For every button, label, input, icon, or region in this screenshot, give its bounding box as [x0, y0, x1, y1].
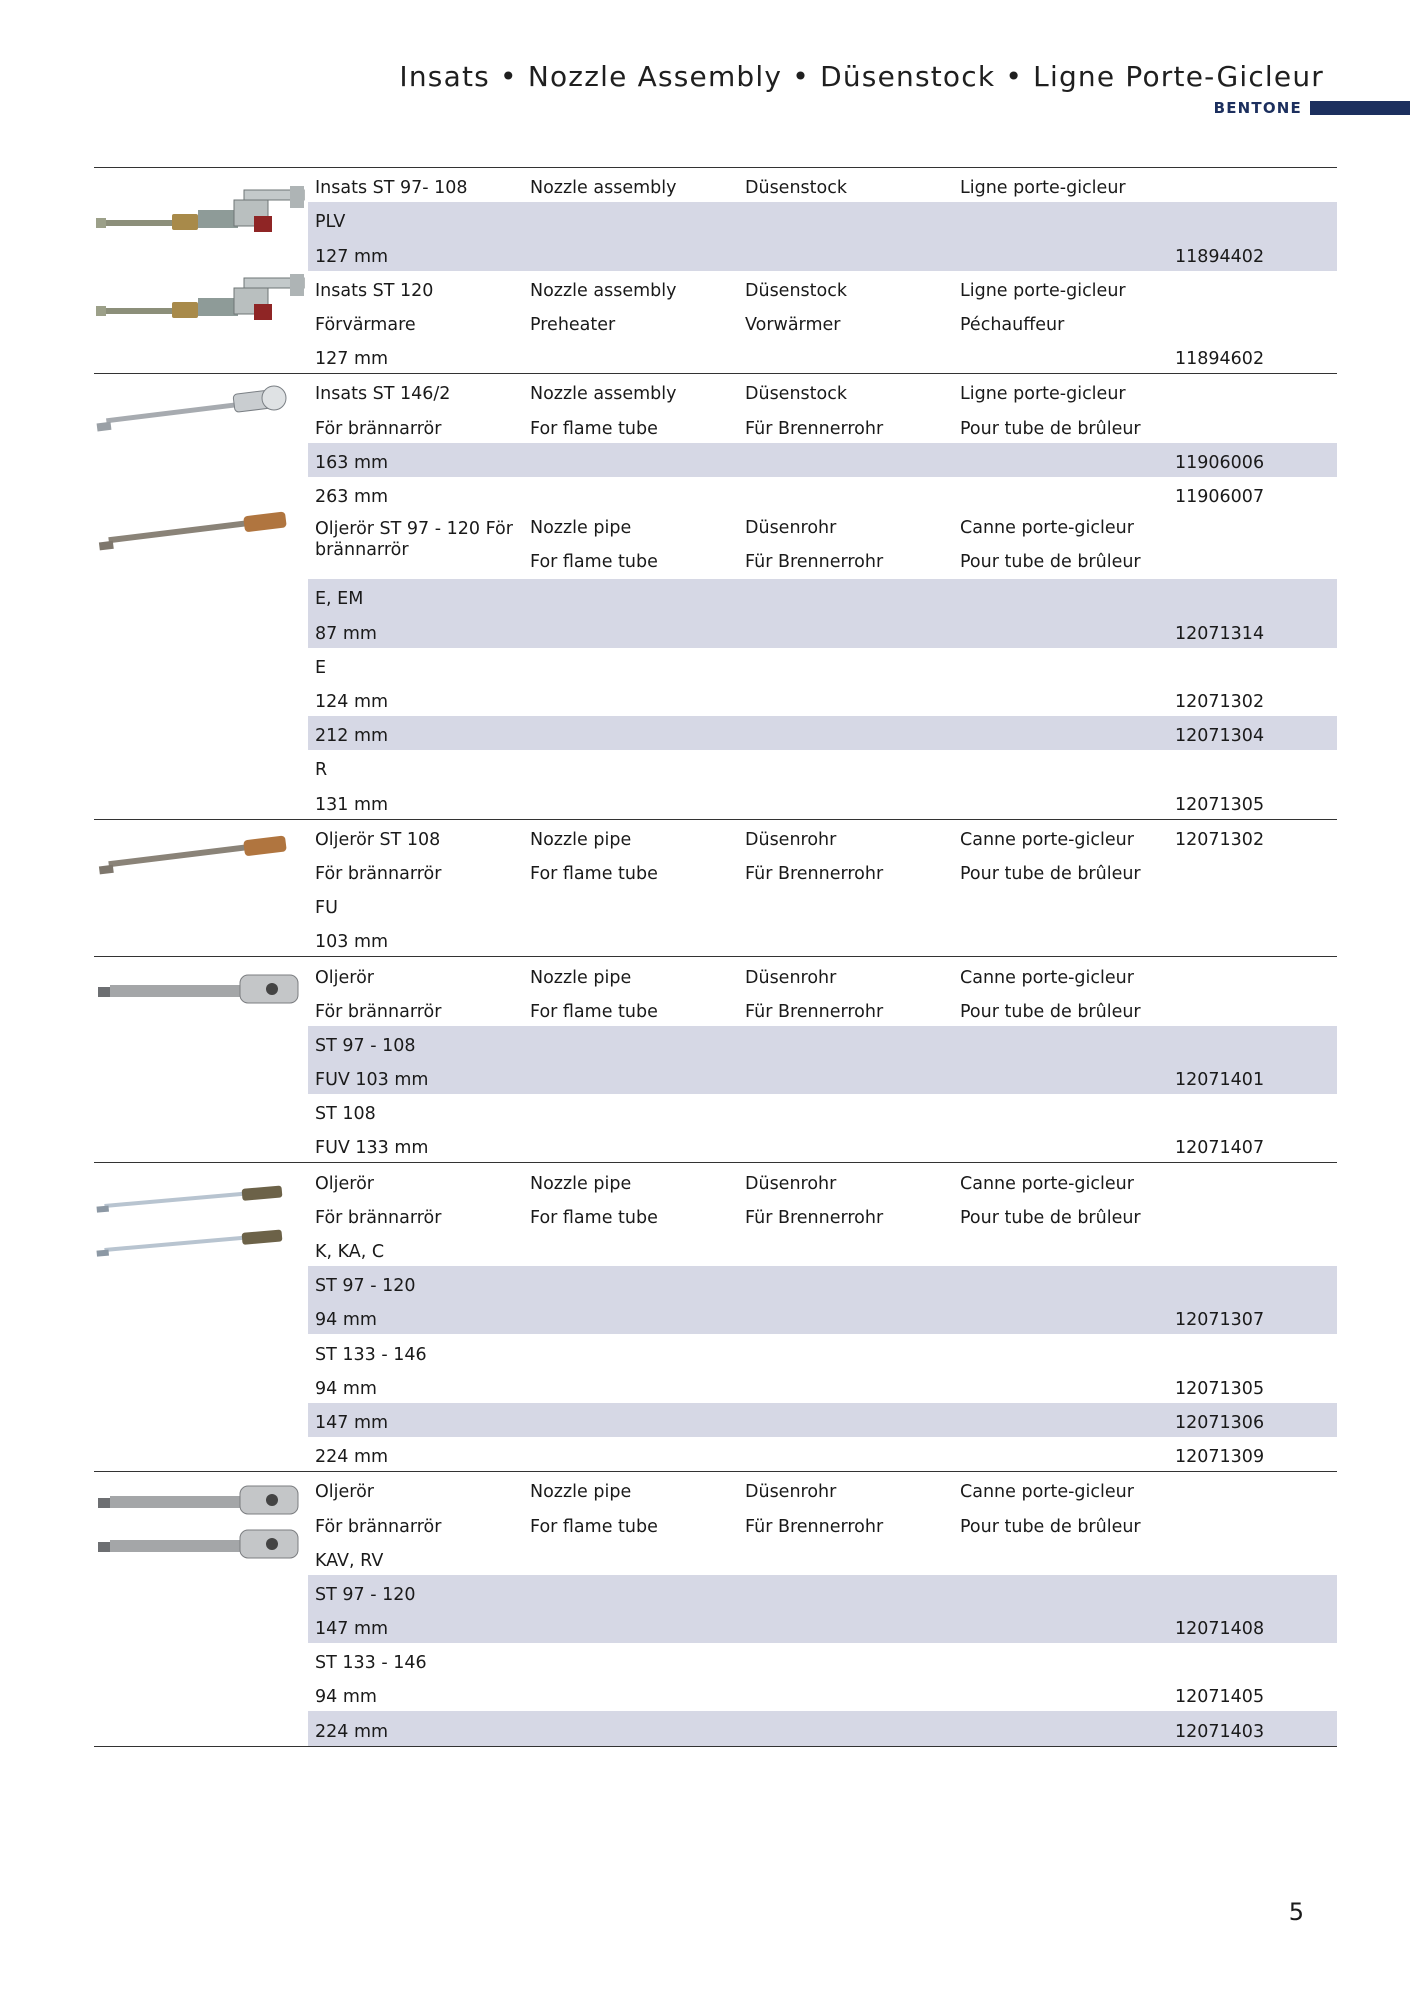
article-number: 11906006 — [1175, 452, 1265, 473]
cell: 224 mm — [315, 1447, 389, 1468]
article-number — [1168, 1537, 1336, 1541]
cell: Ligne porte-gicleur — [960, 384, 1126, 405]
cell — [523, 1433, 738, 1437]
cell — [738, 267, 953, 271]
cell — [738, 1296, 953, 1300]
cell: Preheater — [530, 314, 616, 335]
cell — [953, 780, 1168, 784]
article-number — [1168, 1228, 1336, 1232]
article-number — [1168, 1365, 1336, 1369]
nozzle-assembly-and-pipe-images — [94, 500, 308, 564]
article-number — [1168, 988, 1336, 992]
article-number: 12071408 — [1175, 1619, 1265, 1640]
cell — [953, 918, 1168, 922]
cell: Pour tube de brûleur — [960, 1001, 1141, 1022]
cell: For flame tube — [530, 1207, 658, 1228]
cell — [953, 1330, 1168, 1334]
cell — [523, 746, 738, 750]
part-group — [94, 819, 1337, 957]
cell-line: Nozzle pipe — [530, 517, 632, 538]
article-number — [1168, 1571, 1336, 1575]
cell — [523, 369, 738, 373]
cell: För brännarrör — [315, 1516, 442, 1537]
table-row — [308, 1198, 1337, 1232]
table-row — [308, 784, 1337, 818]
table-row — [308, 820, 1337, 854]
cell: FUV 103 mm — [315, 1070, 429, 1091]
cell: 124 mm — [315, 692, 389, 713]
cell — [953, 1742, 1168, 1746]
part-group — [94, 1471, 1337, 1747]
cell — [738, 369, 953, 373]
table-row — [308, 443, 1337, 477]
article-number — [1168, 884, 1336, 888]
table-row — [308, 1128, 1337, 1162]
cell — [953, 815, 1168, 819]
cell — [738, 1056, 953, 1060]
cell — [523, 473, 738, 477]
article-number — [1168, 198, 1336, 202]
cell — [738, 1399, 953, 1403]
cell — [738, 1467, 953, 1471]
cell: FUV 133 mm — [315, 1138, 429, 1159]
cell: Für Brennerrohr — [745, 418, 884, 439]
parts-table — [94, 167, 1337, 1747]
cell: Oljerör ST 97 - 120 För brännarrör — [315, 518, 513, 560]
article-number: 12071305 — [1175, 794, 1265, 815]
cell — [738, 232, 953, 236]
cell: Oljerör ST 108 — [315, 829, 441, 850]
part-group — [94, 1162, 1337, 1471]
nozzle-assembly-and-pipe-images — [94, 374, 308, 498]
table-row — [308, 613, 1337, 647]
article-number: 12071304 — [1175, 726, 1265, 747]
table-row — [308, 1403, 1337, 1437]
cell: Für Brennerrohr — [745, 863, 884, 884]
article-number: 12071401 — [1175, 1070, 1265, 1091]
article-number — [1168, 1056, 1336, 1060]
cell — [953, 1124, 1168, 1128]
cell — [523, 678, 738, 682]
nozzle-pipe-images — [94, 1167, 308, 1291]
cell: Für Brennerrohr — [745, 1001, 884, 1022]
cell: ST 133 - 146 — [315, 1653, 427, 1674]
cell: Düsenrohr — [745, 967, 837, 988]
table-row — [308, 888, 1337, 922]
table-row — [308, 1711, 1337, 1745]
cell: Ligne porte-gicleur — [960, 280, 1126, 301]
table-row — [308, 1334, 1337, 1368]
cell: Oljerör — [315, 1482, 374, 1503]
cell — [953, 1262, 1168, 1266]
cell: K, KA, C — [315, 1242, 385, 1263]
article-number: 11894602 — [1175, 349, 1265, 370]
table-row — [308, 1437, 1337, 1471]
cell — [523, 952, 738, 956]
article-number: 12071306 — [1175, 1412, 1265, 1433]
table-row — [308, 305, 1337, 339]
cell: Canne porte-gicleur — [960, 967, 1134, 988]
cell: 94 mm — [315, 1378, 377, 1399]
cell — [523, 1673, 738, 1677]
table-row — [308, 648, 1337, 682]
brand-bar — [1214, 100, 1410, 116]
cell — [738, 678, 953, 682]
cell — [523, 267, 738, 271]
article-number: 12071403 — [1175, 1721, 1265, 1742]
cell: För brännarrör — [315, 863, 442, 884]
cell — [738, 918, 953, 922]
table-row — [308, 1677, 1337, 1711]
article-number — [1168, 439, 1336, 443]
table-row — [308, 1060, 1337, 1094]
cell: 147 mm — [315, 1619, 389, 1640]
cell: Oljerör — [315, 1173, 374, 1194]
cell — [738, 1571, 953, 1575]
cell — [953, 473, 1168, 477]
cell — [953, 609, 1168, 613]
part-image — [94, 1163, 308, 1471]
table-row — [308, 682, 1337, 716]
article-number: 12071307 — [1175, 1310, 1265, 1331]
cell: Nozzle assembly — [530, 280, 677, 301]
article-number — [1168, 918, 1336, 922]
cell: Canne porte-gicleur — [960, 1482, 1134, 1503]
cell — [953, 712, 1168, 716]
nozzle-pipe-images — [94, 1472, 308, 1576]
article-number: 12071309 — [1175, 1447, 1265, 1468]
cell — [1168, 511, 1336, 579]
cell — [953, 1571, 1168, 1575]
cell — [953, 1605, 1168, 1609]
cell — [953, 1158, 1168, 1162]
cell: ST 97 - 120 — [315, 1276, 416, 1297]
table-row — [308, 477, 1337, 511]
cell: Für Brennerrohr — [745, 1207, 884, 1228]
part-group — [94, 956, 1337, 1162]
cell: Düsenrohr — [745, 1482, 837, 1503]
cell — [953, 746, 1168, 750]
table-row — [308, 168, 1337, 202]
cell: Insats ST 97- 108 — [315, 178, 468, 199]
cell: ST 108 — [315, 1104, 376, 1125]
cell — [953, 1673, 1168, 1677]
cell: 131 mm — [315, 794, 389, 815]
cell: For flame tube — [530, 1001, 658, 1022]
part-image — [94, 820, 308, 957]
article-number — [1168, 1296, 1336, 1300]
cell — [523, 1707, 738, 1711]
cell: Düsenrohr — [745, 829, 837, 850]
table-row — [308, 202, 1337, 236]
cell — [738, 1158, 953, 1162]
table-row — [308, 1643, 1337, 1677]
article-number — [1168, 1124, 1336, 1128]
cell: 212 mm — [315, 726, 389, 747]
cell — [953, 232, 1168, 236]
cell-line: Für Brennerrohr — [745, 552, 884, 573]
cell: E, EM — [315, 589, 364, 610]
table-row — [308, 750, 1337, 784]
article-number: 12071302 — [1175, 692, 1265, 713]
table-row — [308, 374, 1337, 408]
cell: 127 mm — [315, 349, 389, 370]
cell — [953, 511, 1168, 579]
table-row — [308, 271, 1337, 305]
cell — [523, 1330, 738, 1334]
cell — [953, 678, 1168, 682]
cell: ST 97 - 120 — [315, 1584, 416, 1605]
cell: For flame tube — [530, 418, 658, 439]
cell — [523, 1467, 738, 1471]
article-number — [1168, 1194, 1336, 1198]
cell — [523, 232, 738, 236]
cell — [523, 1571, 738, 1575]
cell — [953, 1090, 1168, 1094]
cell-line: For flame tube — [530, 552, 658, 573]
article-number: 12071407 — [1175, 1138, 1265, 1159]
cell — [738, 780, 953, 784]
article-number — [1168, 1262, 1336, 1266]
article-number — [1168, 1022, 1336, 1026]
cell: Pour tube de brûleur — [960, 863, 1141, 884]
cell — [523, 1605, 738, 1609]
article-number — [1168, 609, 1336, 613]
cell — [738, 1365, 953, 1369]
article-number — [1168, 1673, 1336, 1677]
cell — [953, 1399, 1168, 1403]
cell: För brännarrör — [315, 1001, 442, 1022]
cell: Nozzle pipe — [530, 967, 632, 988]
cell: Düsenstock — [745, 178, 847, 199]
table-row — [308, 922, 1337, 956]
table-row — [308, 716, 1337, 750]
cell: Nozzle pipe — [530, 1173, 632, 1194]
cell — [523, 1365, 738, 1369]
cell — [953, 1639, 1168, 1643]
cell: 103 mm — [315, 932, 389, 953]
article-number — [1168, 678, 1336, 682]
cell — [738, 1673, 953, 1677]
cell: E — [315, 657, 327, 678]
table-row — [308, 339, 1337, 373]
cell — [738, 609, 953, 613]
cell — [953, 1365, 1168, 1369]
cell: For flame tube — [530, 863, 658, 884]
part-group — [94, 373, 1337, 818]
cell — [953, 369, 1168, 373]
cell — [523, 918, 738, 922]
cell — [738, 952, 953, 956]
table-row — [308, 1232, 1337, 1266]
table-row — [308, 1541, 1337, 1575]
cell: Düsenstock — [745, 384, 847, 405]
table-row — [308, 1575, 1337, 1609]
cell: FU — [315, 898, 338, 919]
article-number: 12071305 — [1175, 1378, 1265, 1399]
cell — [738, 1262, 953, 1266]
table-row — [308, 1472, 1337, 1506]
cell-line: Pour tube de brûleur — [960, 552, 1141, 573]
cell — [953, 952, 1168, 956]
table-row — [308, 854, 1337, 888]
article-number — [1168, 301, 1336, 305]
cell — [738, 712, 953, 716]
part-image — [94, 168, 308, 373]
table-row — [308, 236, 1337, 270]
cell: Nozzle pipe — [530, 1482, 632, 1503]
cell — [523, 1124, 738, 1128]
article-number: 11894402 — [1175, 246, 1265, 267]
cell: Nozzle pipe — [530, 829, 632, 850]
cell: Péchauffeur — [960, 314, 1065, 335]
cell: For flame tube — [530, 1516, 658, 1537]
part-group — [94, 167, 1337, 373]
cell — [738, 1742, 953, 1746]
cell: 94 mm — [315, 1687, 377, 1708]
part-image — [94, 1472, 308, 1746]
cell: 127 mm — [315, 246, 389, 267]
nozzle-assembly-images — [94, 168, 308, 372]
cell: R — [315, 760, 328, 781]
cell: 224 mm — [315, 1721, 389, 1742]
cell: Oljerör — [315, 967, 374, 988]
cell — [738, 644, 953, 648]
table-row — [308, 1369, 1337, 1403]
cell: Pour tube de brûleur — [960, 418, 1141, 439]
cell — [523, 815, 738, 819]
table-row — [308, 1506, 1337, 1540]
article-number — [1168, 404, 1336, 408]
cell: PLV — [315, 212, 346, 233]
cell: ST 133 - 146 — [315, 1344, 427, 1365]
article-number — [1168, 335, 1336, 339]
cell — [738, 1605, 953, 1609]
cell — [738, 1124, 953, 1128]
cell — [953, 1433, 1168, 1437]
cell — [738, 473, 953, 477]
cell: Insats ST 120 — [315, 280, 434, 301]
cell: Ligne porte-gicleur — [960, 178, 1126, 199]
cell — [523, 1399, 738, 1403]
cell — [523, 511, 738, 579]
cell: 163 mm — [315, 452, 389, 473]
cell — [738, 746, 953, 750]
cell — [523, 644, 738, 648]
article-number — [1168, 952, 1336, 956]
cell — [953, 1296, 1168, 1300]
cell: Pour tube de brûleur — [960, 1207, 1141, 1228]
cell — [523, 780, 738, 784]
table-row — [308, 579, 1337, 613]
table-row — [308, 408, 1337, 442]
cell — [523, 609, 738, 613]
table-row — [308, 1094, 1337, 1128]
cell — [953, 1707, 1168, 1711]
cell: Für Brennerrohr — [745, 1516, 884, 1537]
table-row — [308, 957, 1337, 991]
cell — [953, 267, 1168, 271]
cell — [738, 1707, 953, 1711]
cell: Düsenstock — [745, 280, 847, 301]
cell-line: Canne porte-gicleur — [960, 517, 1134, 538]
nozzle-pipe-image — [94, 961, 308, 1025]
table-row — [308, 1026, 1337, 1060]
cell — [738, 1639, 953, 1643]
table-row — [308, 1266, 1337, 1300]
cell — [523, 1639, 738, 1643]
article-number — [1168, 780, 1336, 784]
cell: Canne porte-gicleur — [960, 829, 1134, 850]
cell: 94 mm — [315, 1310, 377, 1331]
table-row — [308, 992, 1337, 1026]
article-number: 12071302 — [1175, 829, 1265, 850]
cell: KAV, RV — [315, 1550, 384, 1571]
article-number: 12071314 — [1175, 623, 1265, 644]
cell — [738, 1433, 953, 1437]
article-number — [1168, 1605, 1336, 1609]
table-row — [308, 1163, 1337, 1197]
cell: ST 97 - 108 — [315, 1035, 416, 1056]
cell — [523, 1090, 738, 1094]
cell — [523, 1056, 738, 1060]
article-number: 11906007 — [1175, 486, 1265, 507]
cell — [738, 815, 953, 819]
cell: 87 mm — [315, 623, 377, 644]
part-image — [94, 957, 308, 1162]
cell: 147 mm — [315, 1412, 389, 1433]
cell — [953, 644, 1168, 648]
brand-stripe — [1310, 101, 1410, 115]
cell: Förvärmare — [315, 314, 416, 335]
cell — [738, 1090, 953, 1094]
cell — [523, 1742, 738, 1746]
cell: Nozzle assembly — [530, 384, 677, 405]
cell — [738, 1330, 953, 1334]
brand-logo: BENTONE — [1213, 99, 1302, 117]
cell: För brännarrör — [315, 418, 442, 439]
cell — [523, 1158, 738, 1162]
table-row — [308, 511, 1337, 579]
article-number — [1168, 232, 1336, 236]
part-image — [94, 374, 308, 818]
cell: Nozzle assembly — [530, 178, 677, 199]
table-row — [308, 1609, 1337, 1643]
cell: Vorwärmer — [745, 314, 841, 335]
article-number — [1168, 1502, 1336, 1506]
cell: Düsenrohr — [745, 1173, 837, 1194]
cell — [953, 1467, 1168, 1471]
cell: Pour tube de brûleur — [960, 1516, 1141, 1537]
nozzle-pipe-image — [94, 824, 308, 888]
page-title: Insats • Nozzle Assembly • Düsenstock • Ligne Porte-Gicleur — [399, 60, 1324, 93]
cell: 263 mm — [315, 486, 389, 507]
page-number: 5 — [1288, 1898, 1304, 1926]
cell — [523, 1262, 738, 1266]
cell: Insats ST 146/2 — [315, 384, 451, 405]
cell-line: Düsenrohr — [745, 517, 837, 538]
cell: För brännarrör — [315, 1207, 442, 1228]
cell — [523, 1296, 738, 1300]
cell — [738, 511, 953, 579]
cell: Canne porte-gicleur — [960, 1173, 1134, 1194]
cell — [953, 1056, 1168, 1060]
cell — [523, 712, 738, 716]
article-number: 12071405 — [1175, 1687, 1265, 1708]
table-row — [308, 1300, 1337, 1334]
